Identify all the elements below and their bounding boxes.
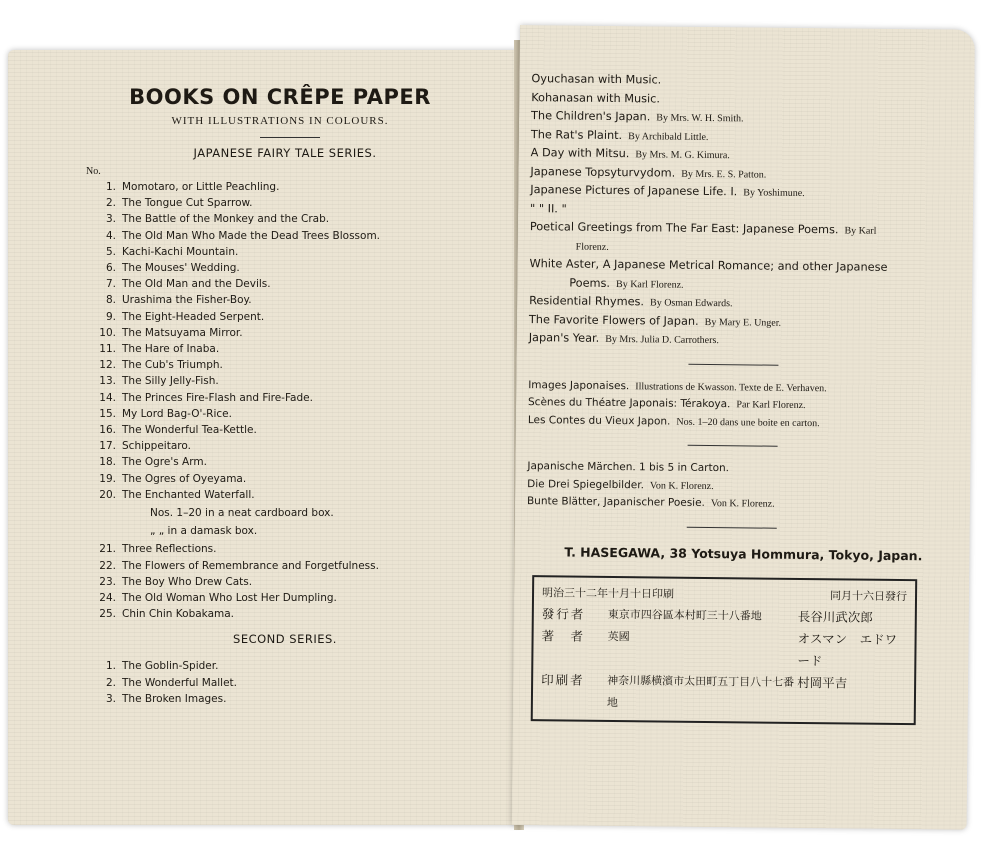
item-title: The Matsuyama Mirror. xyxy=(122,326,243,339)
book-title: Japan's Year. xyxy=(528,331,600,345)
item-number: 4. xyxy=(105,229,116,242)
book-title: Japanese Pictures of Japanese Life. I. xyxy=(530,183,738,199)
list-item xyxy=(90,276,490,292)
list-item xyxy=(90,211,490,227)
book-title: Residential Rhymes. xyxy=(529,294,645,309)
list-item xyxy=(90,357,490,373)
item-number: 22. xyxy=(99,559,116,572)
book-title: Kohanasan with Music. xyxy=(531,90,661,105)
item-number: 5. xyxy=(105,245,116,258)
book-title: Die Drei Spiegelbilder. xyxy=(527,477,645,491)
printed-date: 明治三十二年十月十日印刷 xyxy=(541,585,675,601)
list-item xyxy=(90,590,490,606)
list-item xyxy=(90,325,490,341)
item-number: 18. xyxy=(99,456,116,469)
book-author: By Mrs. E. S. Patton. xyxy=(681,168,767,181)
list-item xyxy=(90,574,490,590)
item-number: 1. xyxy=(105,660,116,673)
item-title: Kachi-Kachi Mountain. xyxy=(122,245,239,258)
list-item xyxy=(90,691,490,707)
book-title: Scènes du Théatre Japonais: Térakoya. xyxy=(527,396,731,411)
book-author: Par Karl Florenz. xyxy=(736,399,806,412)
colophon-address: 英國 xyxy=(607,629,630,643)
item-title: The Cub's Triumph. xyxy=(122,359,223,372)
list-item xyxy=(90,658,490,674)
book-author: By Mrs. M. G. Kimura. xyxy=(635,149,730,162)
left-page-content xyxy=(86,85,490,707)
item-title: The Wonderful Tea-Kettle. xyxy=(122,424,257,437)
colophon-name: オスマン エドワード xyxy=(797,630,898,668)
publisher-imprint: T. HASEGAWA, 38 Yotsuya Hommura, Tokyo, Japan. xyxy=(564,543,923,563)
fairy-tale-list-continued xyxy=(90,541,490,622)
page-title: BOOKS ON CRÊPE PAPER xyxy=(129,85,431,109)
item-title: The Enchanted Waterfall. xyxy=(122,488,255,501)
book-title: Les Contes du Vieux Japon. xyxy=(527,413,671,428)
item-title: The Silly Jelly-Fish. xyxy=(122,375,219,388)
book-author: Von K. Florenz. xyxy=(649,479,714,492)
series-title: JAPANESE FAIRY TALE SERIES. xyxy=(193,146,377,160)
book-author: By Karl xyxy=(844,225,877,237)
item-number: 16. xyxy=(99,424,116,437)
item-number: 6. xyxy=(105,262,116,275)
item-title: The Flowers of Remembrance and Forgetfulness. xyxy=(122,559,379,572)
book-author: By Karl Florenz. xyxy=(616,278,684,291)
boxed-note: „ „ in a damask box. xyxy=(150,525,258,538)
item-title: The Mouses' Wedding. xyxy=(122,262,240,275)
colophon-name: 長谷川武次郎 xyxy=(797,608,873,625)
colophon-rows xyxy=(541,603,907,717)
list-item xyxy=(90,309,490,325)
item-title: The Hare of Inaba. xyxy=(122,343,220,356)
item-number: 17. xyxy=(99,440,116,453)
right-page-text xyxy=(512,25,975,830)
item-title: Schippeitaro. xyxy=(122,440,191,453)
list-item xyxy=(90,438,490,454)
number-label: No. xyxy=(86,166,101,177)
item-number: 15. xyxy=(99,407,116,420)
list-item xyxy=(90,228,490,244)
item-number: 23. xyxy=(99,575,116,588)
item-title: Three Reflections. xyxy=(122,543,217,556)
book-title: Poems. xyxy=(569,276,611,290)
item-number: 20. xyxy=(99,488,116,501)
list-item xyxy=(90,541,490,557)
colophon-box xyxy=(531,575,918,725)
german-book-list xyxy=(527,458,958,515)
book-title: Images Japonaises. xyxy=(528,378,630,392)
item-title: The Tongue Cut Sparrow. xyxy=(122,197,253,210)
item-number: 1. xyxy=(105,181,116,193)
page-subtitle: WITH ILLUSTRATIONS IN COLOURS. xyxy=(171,115,389,127)
item-number: 3. xyxy=(105,692,116,705)
item-title: The Ogres of Oyeyama. xyxy=(122,472,247,485)
item-title: The Goblin-Spider. xyxy=(122,660,219,673)
book-author: By Yoshimune. xyxy=(743,187,805,199)
book-author: By Archibald Little. xyxy=(628,130,709,143)
item-title: The Boy Who Drew Cats. xyxy=(122,575,253,588)
book-title: Poetical Greetings from The Far East: Japanese Poems. xyxy=(529,220,839,237)
item-number: 11. xyxy=(99,343,116,356)
book-entry xyxy=(527,493,957,515)
colophon-role: 發行者 xyxy=(541,605,586,622)
book-title: The Favorite Flowers of Japan. xyxy=(528,312,699,328)
item-number: 2. xyxy=(105,197,116,210)
divider xyxy=(687,526,777,528)
list-item xyxy=(90,341,490,357)
book-entry xyxy=(528,412,958,434)
colophon-role: 著 者 xyxy=(541,627,586,644)
colophon-row xyxy=(541,625,906,673)
book-title: A Day with Mitsu. xyxy=(530,146,630,161)
item-number: 14. xyxy=(99,391,116,404)
right-page-content xyxy=(525,70,962,725)
item-title: The Old Woman Who Lost Her Dumpling. xyxy=(122,592,337,605)
list-item xyxy=(90,244,490,260)
item-number: 7. xyxy=(105,278,116,291)
item-title: My Lord Bag-O'-Rice. xyxy=(122,407,232,420)
item-number: 13. xyxy=(99,375,116,388)
book-title: The Rat's Plaint. xyxy=(530,127,623,142)
colophon-row xyxy=(541,669,906,717)
fairy-tale-list xyxy=(90,179,490,503)
list-item xyxy=(90,406,490,422)
book-title: Japanese Topsyturvydom. xyxy=(530,164,676,180)
list-item xyxy=(90,195,490,211)
list-item xyxy=(90,260,490,276)
item-number: 24. xyxy=(99,592,116,605)
list-item xyxy=(90,487,490,503)
colophon-address: 東京市四谷區本村町三十八番地 xyxy=(607,607,762,623)
boxed-note: Nos. 1–20 in a neat cardboard box. xyxy=(150,507,334,520)
book-entry xyxy=(529,329,959,352)
list-item xyxy=(90,454,490,470)
item-title: The Old Man and the Devils. xyxy=(122,278,271,291)
book-title: Oyuchasan with Music. xyxy=(531,72,662,87)
book-author: Von K. Florenz. xyxy=(710,498,775,510)
book-title: Bunte Blätter, Japanischer Poesie. xyxy=(526,495,705,509)
item-title: Momotaro, or Little Peachling. xyxy=(122,181,280,193)
book-author: By Mary E. Unger. xyxy=(704,316,782,329)
book-list xyxy=(529,70,962,352)
issued-date: 同月十六日發行 xyxy=(829,588,908,603)
item-number: 9. xyxy=(105,310,116,323)
list-item xyxy=(90,292,490,308)
divider xyxy=(688,363,778,365)
list-item xyxy=(90,675,490,691)
divider xyxy=(688,445,778,447)
item-title: The Broken Images. xyxy=(122,692,227,705)
item-number: 8. xyxy=(105,294,116,307)
list-item xyxy=(90,179,490,195)
colophon-role: 印刷者 xyxy=(541,671,585,688)
item-number: 3. xyxy=(105,213,116,226)
book-author: By Mrs. W. H. Smith. xyxy=(656,112,744,125)
list-item xyxy=(90,422,490,438)
item-number: 25. xyxy=(99,608,116,621)
item-title: Chin Chin Kobakama. xyxy=(122,608,235,621)
book-title: The Children's Japan. xyxy=(530,109,651,124)
book-author: By Mrs. Julia D. Carrothers. xyxy=(605,333,719,347)
item-title: The Ogre's Arm. xyxy=(122,456,207,469)
divider xyxy=(260,137,320,138)
book-author: Nos. 1–20 dans une boite en carton. xyxy=(676,416,820,429)
list-item xyxy=(90,471,490,487)
list-item xyxy=(90,606,490,622)
colophon-name: 村岡平吉 xyxy=(797,674,848,690)
item-title: The Old Man Who Made the Dead Trees Blossom. xyxy=(122,229,381,242)
list-item xyxy=(90,558,490,574)
second-series-list xyxy=(90,658,490,707)
item-number: 12. xyxy=(99,359,116,372)
list-item xyxy=(90,373,490,389)
book-title: White Aster, A Japanese Metrical Romance; and other Japanese xyxy=(529,257,888,274)
item-number: 19. xyxy=(99,472,116,485)
book-title: Japanische Märchen. 1 bis 5 in Carton. xyxy=(527,460,730,475)
item-number: 10. xyxy=(99,326,116,339)
list-item xyxy=(90,390,490,406)
item-number: 2. xyxy=(105,676,116,689)
book-title: " " II. " xyxy=(530,201,567,215)
item-title: The Eight-Headed Serpent. xyxy=(122,310,265,323)
item-title: The Princes Fire-Flash and Fire-Fade. xyxy=(122,391,313,404)
book-author: Illustrations de Kwasson. Texte de E. Verhaven. xyxy=(635,380,827,394)
item-title: Urashima the Fisher-Boy. xyxy=(122,294,252,307)
colophon-address: 神奈川縣横濱市太田町五丁目八十七番地 xyxy=(606,673,795,709)
second-series-title: SECOND SERIES. xyxy=(233,632,337,647)
item-title: The Battle of the Monkey and the Crab. xyxy=(122,213,330,226)
item-title: The Wonderful Mallet. xyxy=(122,676,238,689)
french-book-list xyxy=(528,377,959,434)
book-author: Florenz. xyxy=(575,241,609,253)
item-number: 21. xyxy=(99,543,116,556)
book-author: By Osman Edwards. xyxy=(649,297,733,310)
